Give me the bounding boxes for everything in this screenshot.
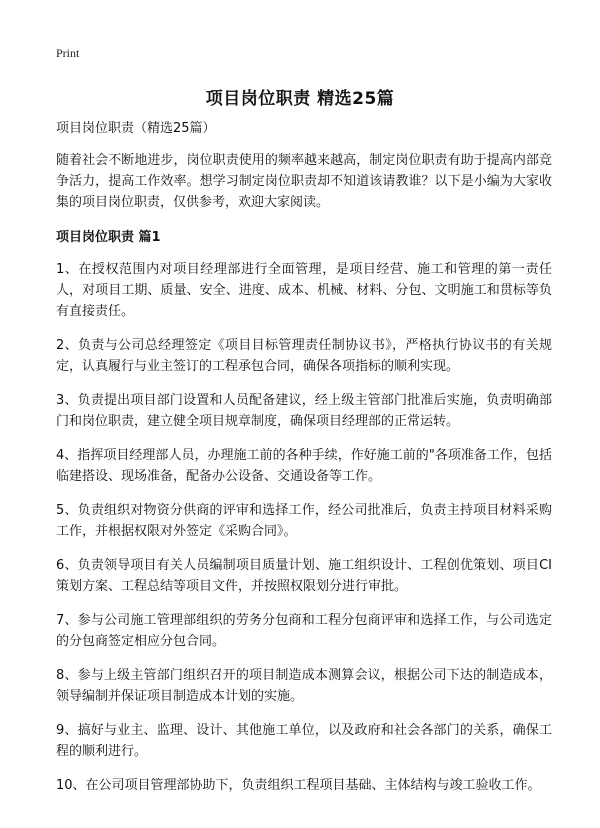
list-item: 1、在授权范围内对项目经理部进行全面管理，是项目经营、施工和管理的第一责任人，对项目工期、质量、安全、进度、成本、机械、材料、分包、文明施工和贯标等负有直接责任。 [56,262,552,319]
list-item: 7、参与公司施工管理部组织的劳务分包商和工程分包商评审和选择工作，与公司选定的分包商签定相应分包合同。 [56,613,552,649]
intro-paragraph: 随着社会不断地进步，岗位职责使用的频率越来越高，制定岗位职责有助于提高内部竞争活力，提高工作效率。想学习制定岗位职责却不知道该请教谁？以下是小编为大家收集的项目岗位职责，仅供参考，欢迎大家阅读。 [56,153,552,210]
list-item: 6、负责领导项目有关人员编制项目质量计划、施工组织设计、工程创优策划、项目CI策划方案、工程总结等项目文件，并按照权限划分进行审批。 [56,558,552,594]
list-item: 2、负责与公司总经理签定《项目目标管理责任制协议书》，严格执行协议书的有关规定，认真履行与业主签订的工程承包合同，确保各项指标的顺利实现。 [56,338,552,374]
list-item: 4、指挥项目经理部人员，办理施工前的各种手续，作好施工前的"各项准备工作，包括临建搭设、现场准备，配备办公设备、交通设备等工作。 [56,448,552,484]
list-item: 5、负责组织对物资分供商的评审和选择工作，经公司批准后，负责主持项目材料采购工作，并根据权限对外签定《采购合同》。 [56,503,552,539]
list-item: 8、参与上级主管部门组织召开的项目制造成本测算会议，根据公司下达的制造成本，领导编制并保证项目制造成本计划的实施。 [56,668,552,704]
document-body [56,118,552,809]
list-item: 9、搞好与业主、监理、设计、其他施工单位，以及政府和社会各部门的关系，确保工程的顺利进行。 [56,723,552,759]
list-item: 3、负责提出项目部门设置和人员配备建议，经上级主管部门批准后实施，负责明确部门和岗位职责，建立健全项目规章制度，确保项目经理部的正常运转。 [56,393,552,429]
document-subtitle: 项目岗位职责（精选25篇） [56,121,216,136]
section-heading: 项目岗位职责 篇1 [56,230,161,245]
document-title: 项目岗位职责 精选25篇 [205,89,395,109]
list-item: 10、在公司项目管理部协助下，负责组织工程项目基础、主体结构与竣工验收工作。 [56,778,541,793]
print-link[interactable]: Print [56,46,80,60]
